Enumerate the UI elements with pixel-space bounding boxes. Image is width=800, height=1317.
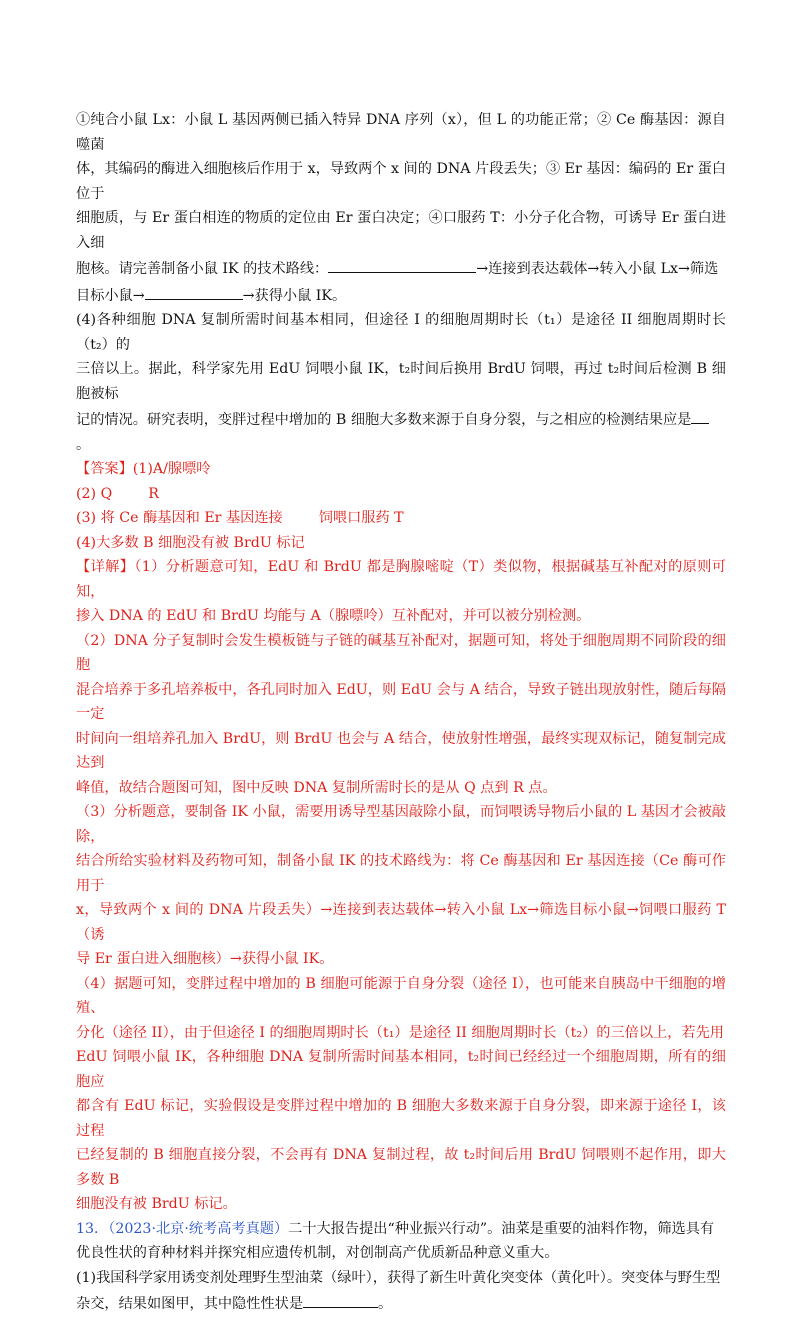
q13-text: 二十大报告提出“种业振兴行动”。油菜是重要的油料作物，筛选具有 [288, 1220, 715, 1237]
q12-text-line [76, 282, 726, 309]
answer-item: 饲喂口服药 T [318, 510, 404, 526]
detail-line: 分化（途径 II），由于但途径 I 的细胞周期时长（t₁）是途径 II 细胞周期时长（t₂）的三倍以上，若先用 [76, 1024, 724, 1041]
q12-part4-line [76, 406, 726, 433]
q13-line [76, 1217, 726, 1242]
detail-line: 掺入 DNA 的 EdU 和 BrdU 均能与 A（腺嘌呤）互补配对，并可以被分别检测。 [76, 608, 591, 624]
detail-text: （1）分析题意可知，EdU 和 BrdU 都是胸腺嘧啶（T）类似物，根据碱基互补配对的原则可知， [76, 559, 726, 600]
q13-text: 。 [378, 1296, 393, 1312]
detail-line: 混合培养于多孔培养板中，各孔同时加入 EdU，则 EdU 会与 A 结合，导致子链出现放射性，随后每隔一定 [76, 681, 726, 722]
detail-line: 峰值，故结合题图可知，图中反映 DNA 复制所需时长的是从 Q 点到 R 点。 [76, 779, 557, 796]
detail-line: 时间向一组培养孔加入 BrdU，则 BrdU 也会与 A 结合，使放射性增强，最终实现双标记，随复制完成达到 [76, 730, 726, 771]
q13-line [76, 1290, 726, 1317]
q12-part4-line: 三倍以上。据此，科学家先用 EdU 饲喂小鼠 IK，t₂时间后换用 BrdU 饲喂，再过 t₂时间后检测 B 细胞被标 [76, 361, 726, 402]
q13-text: 杂交，结果如图甲，其中隐性性状是 [76, 1296, 304, 1312]
q12-part4-fragment: 记的情况。研究表明，变胖过程中增加的 B 细胞大多数来源于自身分裂，与之相应的检测结果应是 [76, 412, 692, 428]
detail-line: 已经复制的 B 细胞直接分裂，不会再有 DNA 复制过程，故 t₂时间后用 BrdU 饲喂则不起作用，即大多数 B [76, 1147, 726, 1188]
detail-line: （4）据题可知，变胖过程中增加的 B 细胞可能源于自身分裂（途径 I），也可能来自胰岛中干细胞的增殖、 [76, 975, 726, 1016]
answer-blank [328, 255, 476, 273]
detail-line [76, 555, 726, 604]
detail-line: 都含有 EdU 标记，实验假设是变胖过程中增加的 B 细胞大多数来源于自身分裂，即来源于途径 I，该过程 [76, 1098, 726, 1139]
answer-line [76, 506, 726, 531]
answer-line: (4)大多数 B 细胞没有被 BrdU 标记 [76, 534, 305, 551]
document-page [76, 108, 726, 1317]
detail-line: x，导致两个 x 间的 DNA 片段丢失）→连接到表达载体→转入小鼠 Lx→筛选目标小鼠→饲喂口服药 T（诱 [76, 902, 726, 943]
answer-item: (2) Q [76, 485, 113, 502]
q12-text-line: 细胞质，与 Er 蛋白相连的物质的定位由 Er 蛋白决定；④口服药 T：小分子化合物，可诱导 Er 蛋白进入细 [76, 210, 726, 251]
answer-line [76, 457, 726, 482]
detail-line: 导 Er 蛋白进入细胞核）→获得小鼠 IK。 [76, 951, 334, 967]
q12-text-line [76, 255, 726, 282]
answer-label: 【答案】 [76, 461, 133, 477]
answer-item: (3) 将 Ce 酶基因和 Er 基因连接 [76, 510, 283, 526]
q12-text-fragment: 目标小鼠→ [76, 287, 145, 304]
answer-blank [145, 282, 243, 300]
q13-line: 优良性状的育种材料并探究相应遗传机制，对创制高产优质新品种意义重大。 [76, 1245, 559, 1261]
detail-line: （3）分析题意，要制备 IK 小鼠，需要用诱导型基因敲除小鼠，而饲喂诱导物后小鼠的 L 基因才会被敲除， [76, 804, 726, 845]
detail-line: （2）DNA 分子复制时会发生模板链与子链的碱基互补配对，据题可知，将处于细胞周期不同阶段的细胞 [76, 632, 726, 673]
q13-line: (1)我国科学家用诱变剂处理野生型油菜（绿叶），获得了新生叶黄化突变体（黄化叶）。突变体与野生型 [76, 1269, 721, 1286]
q12-part4-line: 。 [76, 436, 91, 453]
question-source: （2023·北京·统考高考真题） [108, 1220, 289, 1237]
answer-item: R [148, 485, 159, 502]
answer-blank [303, 1290, 378, 1308]
q12-text-line: ①纯合小鼠 Lx：小鼠 L 基因两侧已插入特异 DNA 序列（x），但 L 的功能正常；② Ce 酶基因：源自噬菌 [76, 112, 726, 153]
q12-text-fragment: 胞核。请完善制备小鼠 IK 的技术路线： [76, 261, 329, 277]
detail-label: 【详解】 [76, 559, 135, 575]
answer-blank [691, 406, 709, 424]
q12-text-fragment: →连接到表达载体→转入小鼠 Lx→筛选 [476, 261, 719, 277]
answer-item: (1)A/腺嘌呤 [132, 461, 211, 477]
detail-line: 结合所给实验材料及药物可知，制备小鼠 IK 的技术路线为：将 Ce 酶基因和 Er 基因连接（Ce 酶可作用于 [76, 853, 726, 894]
answer-line [76, 482, 726, 507]
q12-part4-line: (4)各种细胞 DNA 复制所需时间基本相同，但途径 I 的细胞周期时长（t₁）是途径 II 细胞周期时长（t₂）的 [76, 312, 726, 353]
detail-line: 细胞没有被 BrdU 标记。 [76, 1196, 237, 1212]
q12-text-fragment: →获得小鼠 IK。 [242, 287, 347, 304]
q12-text-line: 体，其编码的酶进入细胞核后作用于 x，导致两个 x 间的 DNA 片段丢失；③ Er 基因：编码的 Er 蛋白位于 [76, 161, 726, 202]
detail-line: EdU 饲喂小鼠 IK，各种细胞 DNA 复制所需时间基本相同，t₂时间已经经过一个细胞周期，所有的细胞应 [76, 1049, 726, 1090]
question-number: 13． [76, 1220, 109, 1237]
